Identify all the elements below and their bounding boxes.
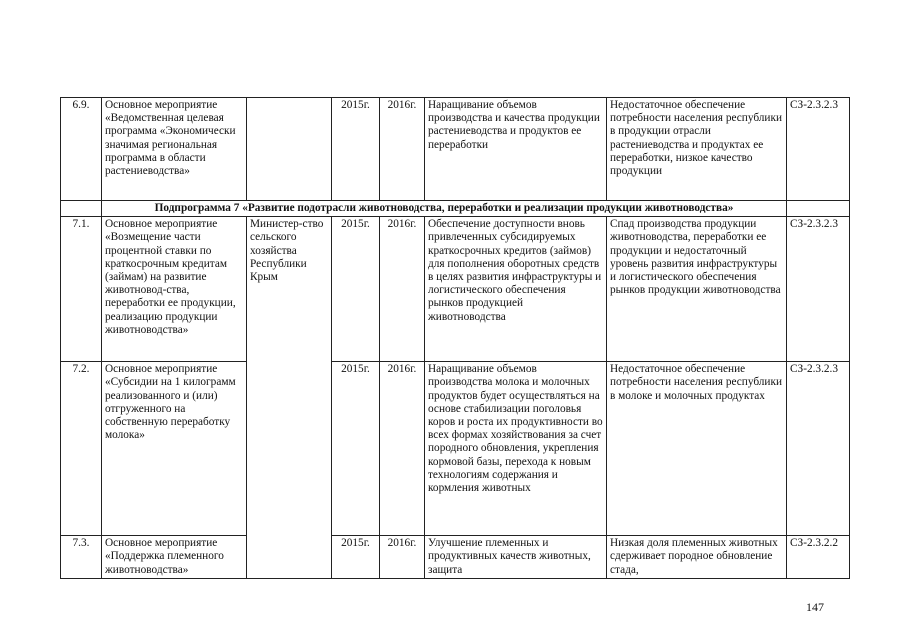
subprogram-num-cell — [61, 201, 102, 217]
indicator-code: СЗ-2.3.2.2 — [787, 536, 850, 579]
expected-result: Улучшение племенных и продуктивных качеств животных, защита — [425, 536, 607, 579]
responsible-executor: Министер-ство сельского хозяйства Республики Крым — [247, 217, 332, 579]
non-implementation-consequence: Спад производства продукции животноводства, переработки ее продукции и недостаточный уровень развития инфраструктуры и логистического обеспечения рынков продукции животноводства — [607, 217, 787, 362]
page-number: 147 — [806, 600, 824, 614]
row-number: 7.2. — [61, 362, 102, 536]
start-year: 2015г. — [332, 536, 380, 579]
start-year: 2015г. — [332, 217, 380, 362]
non-implementation-consequence: Недостаточное обеспечение потребности населения республики в продукции отрасли растениеводства и продуктах ее переработки, низкое качество продукции — [607, 98, 787, 201]
table-row — [61, 217, 850, 362]
indicator-code: СЗ-2.3.2.3 — [787, 98, 850, 201]
end-year: 2016г. — [380, 362, 425, 536]
subprogram-title: Подпрограмма 7 «Развитие подотрасли животноводства, переработки и реализации продукции животноводства» — [102, 201, 787, 217]
non-implementation-consequence: Низкая доля племенных животных сдерживает породное обновление стада, — [607, 536, 787, 579]
table-row — [61, 98, 850, 201]
subprogram-code-cell — [787, 201, 850, 217]
measure-name: Основное мероприятие «Субсидии на 1 килограмм реализованного и (или) отгруженного на собственную переработку молока» — [102, 362, 247, 536]
measure-name: Основное мероприятие «Поддержка племенного животноводства» — [102, 536, 247, 579]
measure-name: Основное мероприятие «Возмещение части процентной ставки по краткосрочным кредитам (займам) на развитие животновод-ства, переработки ее продукции, реализацию продукции животноводства» — [102, 217, 247, 362]
indicator-code: СЗ-2.3.2.3 — [787, 217, 850, 362]
measures-table — [60, 97, 850, 579]
end-year: 2016г. — [380, 217, 425, 362]
non-implementation-consequence: Недостаточное обеспечение потребности населения республики в молоке и молочных продуктах — [607, 362, 787, 536]
row-number: 6.9. — [61, 98, 102, 201]
start-year: 2015г. — [332, 362, 380, 536]
expected-result: Наращивание объемов производства и качества продукции растениеводства и продуктов ее переработки — [425, 98, 607, 201]
table-row — [61, 362, 850, 536]
table-row — [61, 536, 850, 579]
row-number: 7.1. — [61, 217, 102, 362]
start-year: 2015г. — [332, 98, 380, 201]
measure-name: Основное мероприятие «Ведомственная целевая программа «Экономически значимая региональная программа в области растениеводства» — [102, 98, 247, 201]
indicator-code: СЗ-2.3.2.3 — [787, 362, 850, 536]
subprogram-row — [61, 201, 850, 217]
row-number: 7.3. — [61, 536, 102, 579]
expected-result: Обеспечение доступности вновь привлеченных субсидируемых краткосрочных кредитов (займов) для пополнения оборотных средств в целях развития инфраструктуры и логистического обеспечения рынков продукцией животноводства — [425, 217, 607, 362]
responsible-cell — [247, 98, 332, 201]
expected-result: Наращивание объемов производства молока и молочных продуктов будет осуществляться на основе стабилизации поголовья коров и роста их продуктивности во всех формах хозяйствования за счет породного обновления, укрепления кормовой базы, перехода к новым технологиям содержания и кормления животных — [425, 362, 607, 536]
end-year: 2016г. — [380, 98, 425, 201]
end-year: 2016г. — [380, 536, 425, 579]
